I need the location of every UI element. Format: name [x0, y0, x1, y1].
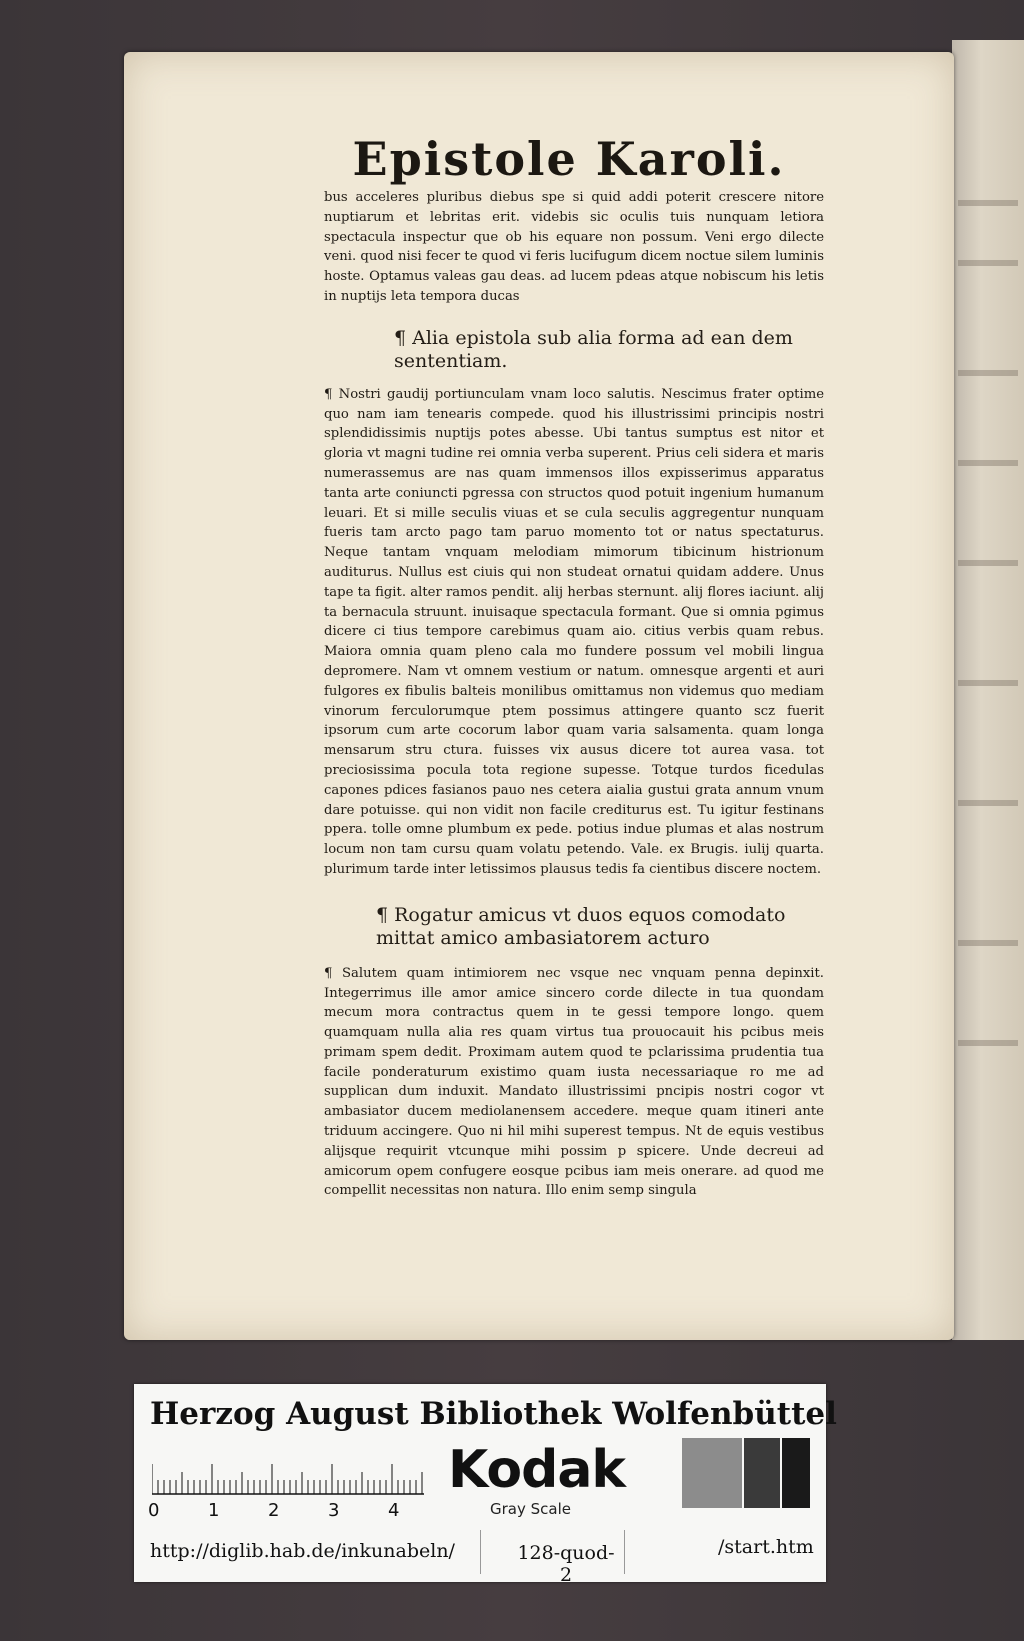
section-heading-2: ¶ Rogatur amicus vt duos equos comodato mittat amico ambasiatorem acturo — [376, 903, 786, 949]
book-page — [124, 52, 954, 1340]
ruler-label: 2 — [268, 1500, 280, 1521]
gray-swatch-mid — [682, 1438, 742, 1508]
gray-swatch-dark — [744, 1438, 780, 1508]
gray-swatch-black — [782, 1438, 810, 1508]
card-divider — [480, 1530, 481, 1574]
library-name: Herzog August Bibliothek Wolfenbüttel — [150, 1396, 837, 1432]
adjacent-page-edge — [952, 40, 1024, 1340]
ruler-label: 1 — [208, 1500, 220, 1521]
digital-library-url: http://diglib.hab.de/inkunabeln/ — [150, 1540, 455, 1562]
card-divider — [624, 1530, 625, 1574]
paragraph-1: bus acceleres pluribus diebus spe si quid addi poterit crescere nitore nuptiarum et lebritas erit. videbis sic oculis tuis nunquam letiora spectacula inspectur que ob his equare non possum. Veni ergo dilecte veni. quod nisi fecer te quod vi feris lucifugum dicem noctue silem luminis hoste. Optamus valeas gau deas. ad lucem pdeas atque nobiscum his letis in nuptijs leta tempora ducas — [324, 190, 824, 304]
calibration-card — [134, 1384, 837, 1586]
shelfmark-code: 128-quod-2 — [517, 1542, 615, 1586]
paragraph-2: ¶ Nostri gaudij portiunculam vnam loco salutis. Nescimus frater optime quo nam iam tenearis compede. quod his illustrissimi principis nostri splendidissimis nuptijs potes abesse. Ubi tantus sumptus est nitor et gloria vt magni tudine rei omnia verba superent. Prius celi sidera et maris numerassemus are nas quam immensos illos expisserimus apparatus tanta arte coniuncti pgressa con structos quod potuit ingenium humanum leuari. Et si mille seculis viuas et se cula seculis aggregentur nunquam fueris tam arcto pago tam paruo momento tot or natus spectaturus. Neque tantam vnquam melodiam mimorum tibicinum histrionum auditurus. Nullus est ciuis qui non studeat ornatui quidam addere. Unus tape ta figit. alter ramos pendit. alij herbas sternunt. alij flores iaciunt. alij ta bernacula struunt. inuisaque spectacula formant. Que si omnia pgimus dicere ci tius tempore carebimus quam aio. citius verbis quam rebus. Maiora omnia quam pleno cala mo fundere possum vel mobili lingua depromere. Nam vt omnem vestium or natum. omnesque argenti et auri fulgores ex fibulis balteis monilibus omittamus non videmus quo mediam vinorum ferculorumque ptem possimus attingere quanto scz fuerit ipsorum cum arte cocorum labor quam varia salsamenta. quam longa mensarum stru ctura. fuisses vix ausus dicere tot aurea vasa. tot preciosissima pocula tota regione supesse. Totque turdos ficedulas capones pdices fasianos pauo nes cetera aialia gustui grata annum vnum dare potuisse. qui non vidit non facile crediturus est. Tu igitur festinans ppera. tolle omne plumbum ex pede. potius indue plumas et alas nostrum locum non tam cursu quam volatu petendo. Vale. ex Brugis. iulij quarta. plurimum tarde inter letissimos plausus tedis fa cientibus discere noctem. — [324, 386, 824, 877]
start-path: /start.htm — [718, 1536, 814, 1558]
ruler-label: 0 — [148, 1500, 160, 1521]
gray-scale-label: Gray Scale — [490, 1500, 571, 1518]
section-heading-1: ¶ Alia epistola sub alia forma ad ean dem sententiam. — [394, 326, 793, 372]
ruler-label: 3 — [328, 1500, 340, 1521]
page-title: Epistole Karoli. — [352, 132, 786, 186]
text-block — [324, 132, 824, 1201]
kodak-logo: Kodak — [448, 1440, 625, 1500]
paragraph-3: ¶ Salutem quam intimiorem nec vsque nec vnquam penna depinxit. Integerrimus ille amor amice sincero corde dilecte in tua quondam mecum mora contractus quem in te gessi tempore longo. quem quamquam nulla alia res quam virtus tua prouocauit his pcibus meis primam spem dedit. Proximam autem quod te pclarissima prudentia tua facile ponderaturum existimo quam iusta necessariaque ro me ad supplican dum induxit. Mandato illustrissimi pncipis nostri cogor vt ambasiator ducem mediolanensem accedere. meque quam itineri ante triduum accingere. Quo ni hil mihi superest tempus. Nt de equis vestibus alijsque requirit vtcunque mihi possim p spicere. Unde decreui ad amicorum opem confugere eosque pcibus iam meis onerare. ad quod me compellit necessitas non natura. Illo enim semp singula — [324, 965, 824, 1199]
ruler-label: 4 — [388, 1500, 400, 1521]
